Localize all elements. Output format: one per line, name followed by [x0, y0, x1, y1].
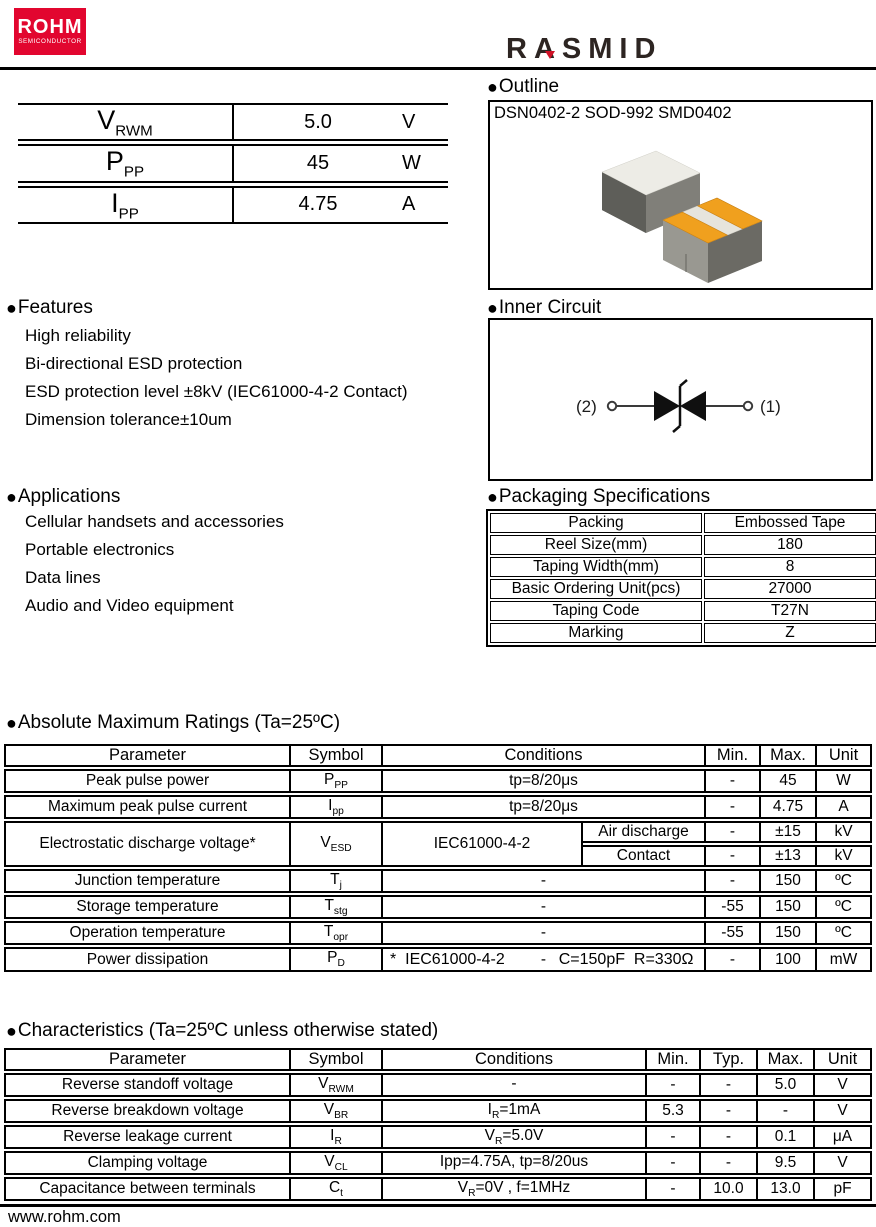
pack-value: 8 [704, 557, 876, 577]
list-item: Cellular handsets and accessories [25, 512, 284, 531]
spec-symbol: $I_{PP}$ [18, 186, 234, 224]
amr-cond: - [383, 895, 706, 919]
bullet-icon: ● [6, 1020, 17, 1041]
amr-title: Absolute Maximum Ratings (Ta=25ºC) [17, 712, 341, 733]
col-symbol: Symbol [291, 744, 383, 767]
inner-circuit-title: Inner Circuit [498, 297, 602, 318]
series-logo [506, 33, 662, 66]
amr-min: - [706, 869, 761, 893]
table-row [490, 601, 876, 621]
header-rule [0, 67, 876, 70]
amr-max: 100 [761, 947, 817, 971]
amr-cond-sub: Contact [583, 845, 706, 867]
table-row [4, 1177, 872, 1201]
pack-value: Z [704, 623, 876, 643]
table-row [4, 869, 872, 893]
char-unit: V [815, 1073, 872, 1097]
applications-list [25, 508, 284, 620]
char-symbol: $I_R$ [291, 1125, 383, 1149]
amr-symbol: $P_{PP}$ [291, 769, 383, 793]
package-photo [490, 102, 871, 288]
rohm-logo-text: ROHM [17, 16, 83, 38]
features-heading [6, 297, 93, 319]
col-typ: Typ. [701, 1048, 758, 1071]
amr-unit: A [817, 795, 872, 819]
outline-heading [487, 76, 559, 98]
col-unit: Unit [815, 1048, 872, 1071]
pack-label: Marking [490, 623, 702, 643]
table-row [490, 513, 876, 533]
amr-footnote [390, 951, 693, 969]
pack-label: Basic Ordering Unit(pcs) [490, 579, 702, 599]
char-cond: $V_R=5.0V$ [383, 1125, 647, 1149]
char-typ: - [701, 1099, 758, 1123]
amr-cond: - [383, 869, 706, 893]
char-param: Reverse standoff voltage [4, 1073, 291, 1097]
amr-param: Power dissipation [4, 947, 291, 971]
list-item: Audio and Video equipment [25, 596, 234, 615]
spec-value-cell [234, 103, 448, 141]
applications-title: Applications [17, 486, 121, 507]
amr-min: - [706, 845, 761, 867]
table-row [490, 579, 876, 599]
amr-unit: mW [817, 947, 872, 971]
inner-circuit-heading [487, 297, 601, 319]
rohm-logo [14, 8, 86, 55]
list-item: ESD protection level ±8kV (IEC61000-4-2 Contact) [25, 382, 408, 401]
char-min: - [647, 1177, 701, 1201]
amr-cond: IEC61000-4-2 [383, 821, 583, 867]
char-cond: Ipp=4.75A, tp=8/20us [383, 1151, 647, 1175]
features-title: Features [17, 297, 93, 318]
table-row [4, 795, 872, 819]
spec-symbol: $P_{PP}$ [18, 144, 234, 182]
char-param: Capacitance between terminals [4, 1177, 291, 1201]
char-symbol: $V_{RWM}$ [291, 1073, 383, 1097]
bullet-icon: ● [6, 486, 17, 507]
char-cond: - [383, 1073, 647, 1097]
amr-unit: ºC [817, 895, 872, 919]
list-item: Portable electronics [25, 540, 175, 559]
table-row [4, 895, 872, 919]
footnote-conditions: C=150pF R=330Ω [558, 951, 694, 968]
col-min: Min. [706, 744, 761, 767]
amr-param: Operation temperature [4, 921, 291, 945]
amr-unit: W [817, 769, 872, 793]
col-conditions: Conditions [383, 744, 706, 767]
col-parameter: Parameter [4, 1048, 291, 1071]
char-max: 9.5 [758, 1151, 815, 1175]
table-row [4, 821, 872, 843]
packaging-table [486, 509, 876, 647]
spec-value: 4.75 [298, 193, 338, 216]
list-item: Bi-directional ESD protection [25, 354, 243, 373]
char-min: - [647, 1125, 701, 1149]
list-item: Dimension tolerance±10um [25, 410, 232, 429]
amr-max: 45 [761, 769, 817, 793]
pack-label: Packing [490, 513, 702, 533]
table-row [4, 1073, 872, 1097]
bullet-icon: ● [487, 486, 498, 507]
packaging-title: Packaging Specifications [498, 486, 711, 507]
char-unit: μA [815, 1125, 872, 1149]
col-unit: Unit [817, 744, 872, 767]
applications-heading [6, 486, 120, 508]
amr-heading [6, 712, 340, 734]
features-list [25, 322, 408, 434]
amr-min: - [706, 821, 761, 843]
table-row [4, 1151, 872, 1175]
char-symbol: $C_t$ [291, 1177, 383, 1201]
packaging-heading [487, 486, 710, 508]
char-max: 13.0 [758, 1177, 815, 1201]
characteristics-table [4, 1046, 872, 1203]
char-param: Reverse leakage current [4, 1125, 291, 1149]
col-parameter: Parameter [4, 744, 291, 767]
col-min: Min. [647, 1048, 701, 1071]
amr-max: 150 [761, 921, 817, 945]
package-label: DSN0402-2 SOD-992 SMD0402 [494, 104, 732, 122]
table-row [490, 535, 876, 555]
char-typ: 10.0 [701, 1177, 758, 1201]
amr-symbol: $T_j$ [291, 869, 383, 893]
amr-cond: tp=8/20μs [383, 769, 706, 793]
bullet-icon: ● [6, 297, 17, 318]
table-row [18, 103, 448, 141]
amr-max: ±13 [761, 845, 817, 867]
amr-symbol: $P_D$ [291, 947, 383, 971]
amr-min: -55 [706, 895, 761, 919]
bullet-icon: ● [487, 297, 498, 318]
char-unit: V [815, 1099, 872, 1123]
footnote-standard: * IEC61000-4-2 [390, 951, 505, 968]
amr-param: Peak pulse power [4, 769, 291, 793]
spec-unit: V [402, 110, 416, 133]
amr-symbol: $T_{stg}$ [291, 895, 383, 919]
char-min: - [647, 1151, 701, 1175]
col-max: Max. [761, 744, 817, 767]
spec-value: 45 [306, 152, 330, 175]
amr-param: Storage temperature [4, 895, 291, 919]
amr-unit: ºC [817, 921, 872, 945]
char-unit: pF [815, 1177, 872, 1201]
amr-cond: - [383, 921, 706, 945]
table-row [4, 769, 872, 793]
pin-2-label: (2) [576, 397, 597, 416]
amr-cond: tp=8/20μs [383, 795, 706, 819]
pack-value: 27000 [704, 579, 876, 599]
footer-rule [0, 1204, 876, 1207]
amr-unit: kV [817, 845, 872, 867]
amr-min: - [706, 795, 761, 819]
amr-unit: kV [817, 821, 872, 843]
char-max: 0.1 [758, 1125, 815, 1149]
char-unit: V [815, 1151, 872, 1175]
tvs-diode-schematic [490, 320, 871, 479]
amr-param: Electrostatic discharge voltage* [4, 821, 291, 867]
table-row [490, 623, 876, 643]
char-symbol: $V_{CL}$ [291, 1151, 383, 1175]
amr-symbol: $V_{ESD}$ [291, 821, 383, 867]
footer-url: www.rohm.com [8, 1208, 121, 1226]
char-typ: - [701, 1125, 758, 1149]
char-typ: - [701, 1073, 758, 1097]
table-row [18, 186, 448, 224]
char-symbol: $V_{BR}$ [291, 1099, 383, 1123]
outline-title: Outline [498, 76, 560, 97]
pack-label: Taping Code [490, 601, 702, 621]
amr-cond: - [383, 947, 706, 971]
char-max: 5.0 [758, 1073, 815, 1097]
char-param: Reverse breakdown voltage [4, 1099, 291, 1123]
col-max: Max. [758, 1048, 815, 1071]
rohm-logo-subtext: SEMICONDUCTOR [18, 38, 82, 45]
amr-symbol: $T_{opr}$ [291, 921, 383, 945]
amr-max: 4.75 [761, 795, 817, 819]
table-row [4, 921, 872, 945]
pack-value: T27N [704, 601, 876, 621]
list-item: Data lines [25, 568, 101, 587]
char-cond: $V_R=0V$ , f=1MHz [383, 1177, 647, 1201]
table-header-row [4, 1048, 872, 1071]
spec-unit: A [402, 193, 416, 216]
table-row [18, 144, 448, 182]
characteristics-heading [6, 1020, 438, 1042]
outline-box [488, 100, 873, 290]
series-logo-triangle-icon [545, 51, 555, 59]
series-logo-text: RASMID [506, 33, 663, 65]
pack-label: Reel Size(mm) [490, 535, 702, 555]
bullet-icon: ● [487, 76, 498, 97]
spec-value-cell [234, 186, 448, 224]
table-row [4, 1099, 872, 1123]
amr-param: Junction temperature [4, 869, 291, 893]
amr-max: 150 [761, 895, 817, 919]
pack-label: Taping Width(mm) [490, 557, 702, 577]
amr-symbol: $I_{pp}$ [291, 795, 383, 819]
char-min: 5.3 [647, 1099, 701, 1123]
amr-unit: ºC [817, 869, 872, 893]
amr-min: - [706, 947, 761, 971]
char-min: - [647, 1073, 701, 1097]
table-row [4, 1125, 872, 1149]
char-cond: $I_R=1mA$ [383, 1099, 647, 1123]
amr-max: 150 [761, 869, 817, 893]
pack-value: 180 [704, 535, 876, 555]
bullet-icon: ● [6, 712, 17, 733]
char-typ: - [701, 1151, 758, 1175]
amr-max: ±15 [761, 821, 817, 843]
pin-1-label: (1) [760, 397, 781, 416]
amr-min: -55 [706, 921, 761, 945]
char-max: - [758, 1099, 815, 1123]
inner-circuit-box [488, 318, 873, 481]
spec-value: 5.0 [304, 110, 332, 133]
spec-unit: W [402, 152, 421, 175]
col-symbol: Symbol [291, 1048, 383, 1071]
table-header-row [4, 744, 872, 767]
key-specs-table [18, 100, 448, 227]
col-conditions: Conditions [383, 1048, 647, 1071]
spec-value-cell [234, 144, 448, 182]
char-param: Clamping voltage [4, 1151, 291, 1175]
amr-min: - [706, 769, 761, 793]
absolute-maximum-ratings-table [4, 742, 872, 974]
pack-value: Embossed Tape [704, 513, 876, 533]
characteristics-title: Characteristics (Ta=25ºC unless otherwise stated) [17, 1020, 439, 1041]
list-item: High reliability [25, 326, 131, 345]
spec-symbol: $V_{RWM}$ [18, 103, 234, 141]
amr-cond-sub: Air discharge [583, 821, 706, 843]
amr-param: Maximum peak pulse current [4, 795, 291, 819]
table-row [490, 557, 876, 577]
